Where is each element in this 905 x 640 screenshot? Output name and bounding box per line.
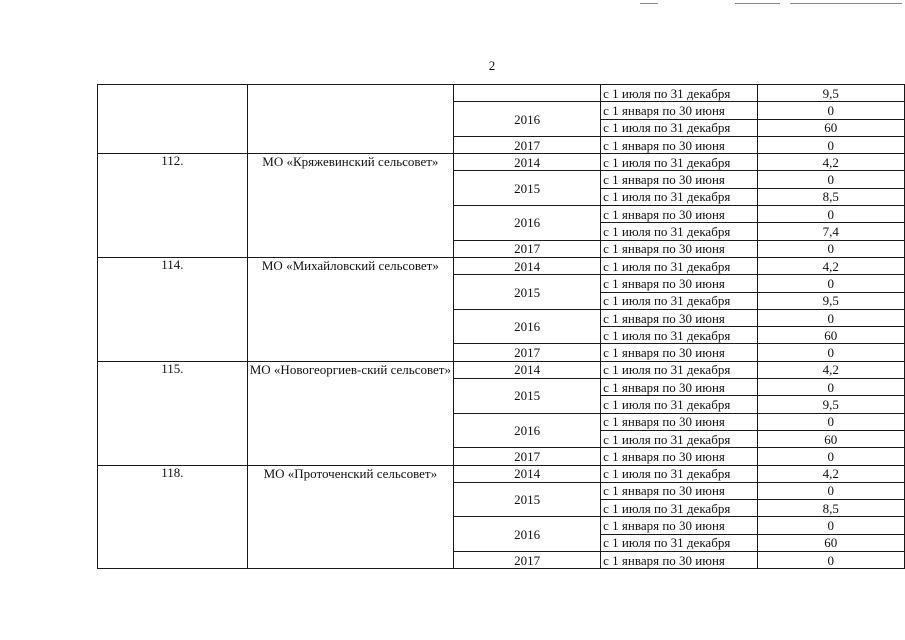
period-cell: с 1 июля по 31 декабря: [601, 327, 757, 344]
period-cell: с 1 июля по 31 декабря: [601, 500, 757, 517]
table-row: [98, 154, 905, 171]
value-cell: 0: [757, 102, 905, 119]
period-cell: с 1 января по 30 июня: [601, 240, 757, 257]
value-cell: 4,2: [757, 465, 905, 482]
value-cell: 0: [757, 171, 905, 188]
period-cell: с 1 июля по 31 декабря: [601, 188, 757, 205]
year-cell: 2015: [453, 482, 600, 517]
period-cell: с 1 января по 30 июня: [601, 344, 757, 361]
value-cell: 9,5: [757, 85, 905, 102]
value-cell: 0: [757, 136, 905, 153]
year-cell: 2015: [453, 275, 600, 310]
year-cell: 2017: [453, 448, 600, 465]
municipality-cell: МО «Михайловский сельсовет»: [247, 257, 453, 361]
value-cell: 60: [757, 534, 905, 551]
year-cell: 2017: [453, 344, 600, 361]
municipality-cell: [247, 85, 453, 154]
period-cell: с 1 января по 30 июня: [601, 171, 757, 188]
period-cell: с 1 июля по 31 декабря: [601, 257, 757, 274]
period-cell: с 1 января по 30 июня: [601, 552, 757, 569]
period-cell: с 1 января по 30 июня: [601, 448, 757, 465]
period-cell: с 1 июля по 31 декабря: [601, 292, 757, 309]
municipality-cell: МО «Новогеоргиев-ский сельсовет»: [247, 361, 453, 465]
period-cell: с 1 января по 30 июня: [601, 275, 757, 292]
period-cell: с 1 июля по 31 декабря: [601, 534, 757, 551]
year-cell: 2016: [453, 309, 600, 344]
year-cell: 2017: [453, 136, 600, 153]
year-cell: 2017: [453, 552, 600, 569]
period-cell: с 1 января по 30 июня: [601, 517, 757, 534]
period-cell: с 1 июля по 31 декабря: [601, 430, 757, 447]
year-cell: 2014: [453, 361, 600, 378]
table-row: [98, 257, 905, 274]
period-cell: с 1 января по 30 июня: [601, 482, 757, 499]
value-cell: 0: [757, 206, 905, 223]
value-cell: 4,2: [757, 361, 905, 378]
year-cell: 2015: [453, 171, 600, 206]
row-number-cell: 115.: [98, 361, 248, 465]
row-number-cell: 114.: [98, 257, 248, 361]
period-cell: с 1 июля по 31 декабря: [601, 85, 757, 102]
value-cell: 9,5: [757, 292, 905, 309]
table-body: [98, 85, 905, 569]
period-cell: с 1 июля по 31 декабря: [601, 154, 757, 171]
table-row: [98, 361, 905, 378]
year-cell: 2016: [453, 102, 600, 137]
value-cell: 8,5: [757, 500, 905, 517]
value-cell: 60: [757, 430, 905, 447]
table-row: [98, 465, 905, 482]
value-cell: 0: [757, 379, 905, 396]
municipality-cell: МО «Проточенский сельсовет»: [247, 465, 453, 569]
period-cell: с 1 июля по 31 декабря: [601, 465, 757, 482]
year-cell: 2014: [453, 154, 600, 171]
scan-artifact-line: [640, 3, 658, 4]
scan-artifact-line: [790, 3, 902, 4]
period-cell: с 1 января по 30 июня: [601, 379, 757, 396]
value-cell: 0: [757, 413, 905, 430]
period-cell: с 1 января по 30 июня: [601, 309, 757, 326]
value-cell: 7,4: [757, 223, 905, 240]
row-number-cell: 118.: [98, 465, 248, 569]
period-cell: с 1 января по 30 июня: [601, 136, 757, 153]
year-cell: 2016: [453, 413, 600, 448]
year-cell: [453, 85, 600, 102]
value-cell: 60: [757, 119, 905, 136]
value-cell: 0: [757, 344, 905, 361]
value-cell: 4,2: [757, 257, 905, 274]
period-cell: с 1 июля по 31 декабря: [601, 361, 757, 378]
year-cell: 2017: [453, 240, 600, 257]
value-cell: 0: [757, 552, 905, 569]
value-cell: 0: [757, 448, 905, 465]
period-cell: с 1 января по 30 июня: [601, 206, 757, 223]
table-row: [98, 85, 905, 102]
year-cell: 2016: [453, 517, 600, 552]
value-cell: 4,2: [757, 154, 905, 171]
municipality-cell: МО «Кряжевинский сельсовет»: [247, 154, 453, 258]
page-number: 2: [488, 58, 496, 73]
value-cell: 0: [757, 240, 905, 257]
row-number-cell: [98, 85, 248, 154]
value-cell: 0: [757, 309, 905, 326]
period-cell: с 1 января по 30 июня: [601, 102, 757, 119]
value-cell: 0: [757, 482, 905, 499]
year-cell: 2014: [453, 465, 600, 482]
period-cell: с 1 июля по 31 декабря: [601, 119, 757, 136]
scan-artifact-line: [735, 3, 780, 4]
year-cell: 2016: [453, 206, 600, 241]
period-cell: с 1 января по 30 июня: [601, 413, 757, 430]
year-cell: 2015: [453, 379, 600, 414]
municipality-schedule-table: [97, 84, 905, 569]
value-cell: 9,5: [757, 396, 905, 413]
value-cell: 0: [757, 517, 905, 534]
value-cell: 8,5: [757, 188, 905, 205]
period-cell: с 1 июля по 31 декабря: [601, 396, 757, 413]
value-cell: 60: [757, 327, 905, 344]
row-number-cell: 112.: [98, 154, 248, 258]
period-cell: с 1 июля по 31 декабря: [601, 223, 757, 240]
year-cell: 2014: [453, 257, 600, 274]
value-cell: 0: [757, 275, 905, 292]
